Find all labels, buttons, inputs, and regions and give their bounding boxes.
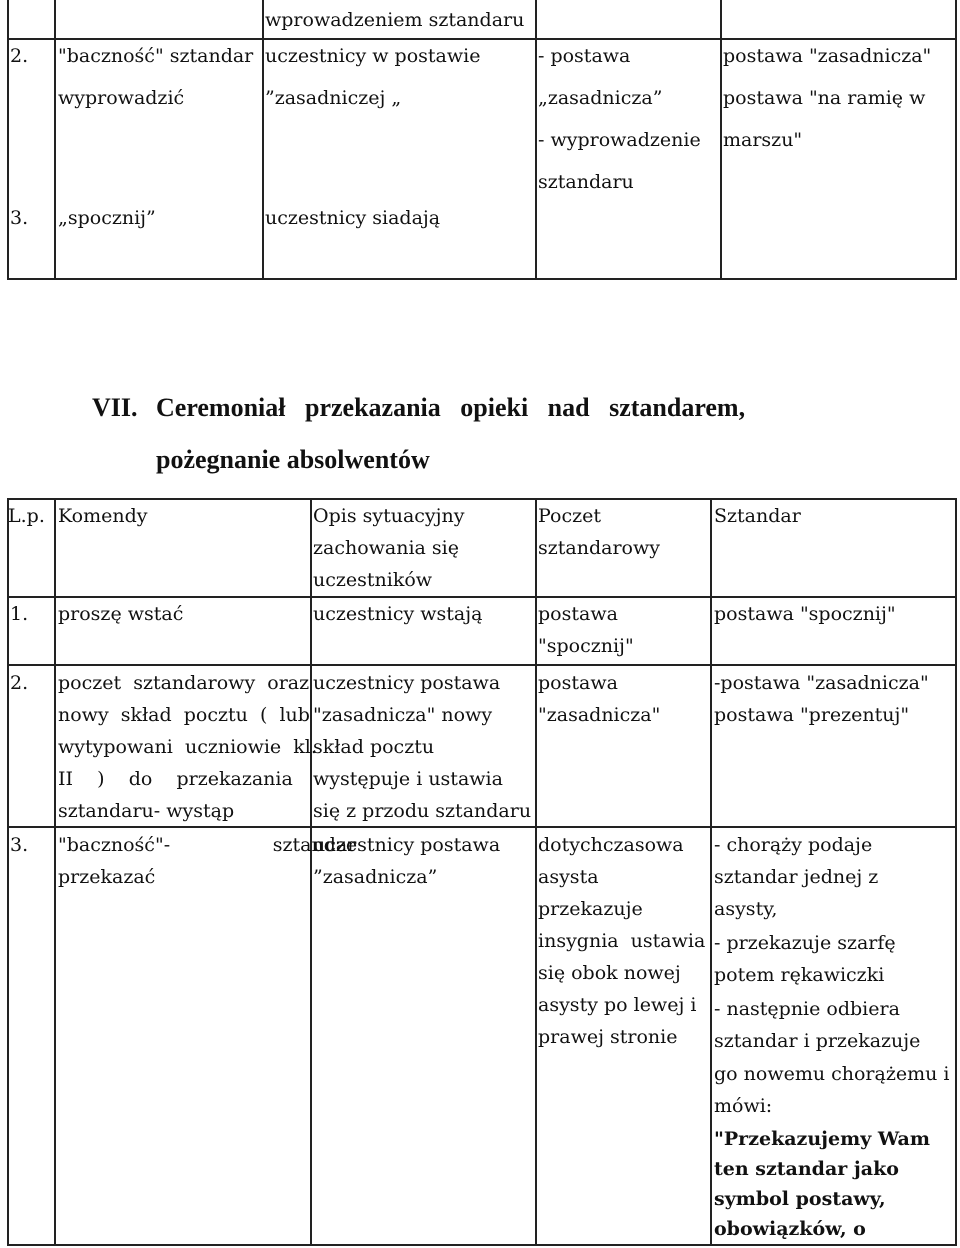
header-poczet: sztandarowy	[538, 537, 660, 559]
poczet-text: "zasadnicza"	[538, 704, 661, 726]
poczet-text: prawej stronie	[538, 1026, 678, 1048]
table-border	[535, 498, 537, 1246]
sztandar-text: postawa "spocznij"	[714, 603, 896, 625]
row-number: 2.	[10, 672, 29, 694]
poczet-text: dotychczasowa	[538, 834, 684, 856]
table-border	[7, 498, 9, 1246]
table-border	[310, 498, 312, 1246]
sztandar-text: postawa "na ramię w	[723, 87, 926, 109]
command-text: wytypowani uczniowie kl.	[58, 736, 317, 758]
poczet-text: sztandaru	[538, 171, 634, 193]
header-situation: zachowania się	[313, 537, 459, 559]
situation-text: uczestnicy postawa	[313, 672, 501, 694]
command-text: proszę wstać	[58, 603, 184, 625]
situation-text: uczestnicy wstają	[313, 603, 483, 625]
table-border	[54, 498, 56, 1246]
quote-text: "Przekazujemy Wam	[714, 1128, 930, 1150]
row-number: 2.	[10, 45, 29, 67]
header-lp: L.p.	[8, 505, 45, 527]
sztandar-text: potem rękawiczki	[714, 964, 885, 986]
row-number: 3.	[10, 834, 29, 856]
command-text: "baczność"- sztandar	[58, 834, 357, 856]
table-border	[535, 0, 537, 280]
command-text: poczet sztandarowy oraz	[58, 672, 310, 694]
header-situation: uczestników	[313, 569, 433, 591]
poczet-text: przekazuje	[538, 898, 643, 920]
sztandar-text: sztandar jednej z	[714, 866, 879, 888]
poczet-text: „zasadnicza”	[538, 87, 663, 109]
poczet-text: się obok nowej	[538, 962, 681, 984]
table-border	[54, 0, 56, 280]
command-text: "baczność" sztandar	[58, 45, 254, 67]
situation-text: występuje i ustawia	[313, 768, 503, 790]
header-poczet: Poczet	[538, 505, 601, 527]
situation-text: się z przodu sztandaru	[313, 800, 532, 822]
table-border	[955, 498, 957, 1246]
sztandar-text: - chorąży podaje	[714, 834, 873, 856]
table-border	[7, 0, 9, 280]
situation-text: uczestnicy w postawie	[265, 45, 481, 67]
section-title: Ceremoniał przekazania opieki nad sztandarem,	[156, 393, 746, 422]
table-border	[710, 498, 712, 1246]
sztandar-text: go nowemu chorążemu i	[714, 1063, 950, 1085]
command-text: „spocznij”	[58, 207, 156, 229]
sztandar-text: -postawa "zasadnicza"	[714, 672, 929, 694]
quote-text: ten sztandar jako	[714, 1158, 899, 1180]
table-border	[7, 498, 957, 500]
row-number: 1.	[10, 603, 29, 625]
poczet-text: postawa	[538, 603, 618, 625]
row-number: 3.	[10, 207, 29, 229]
poczet-text: asysty po lewej i	[538, 994, 697, 1016]
sztandar-text: postawa "prezentuj"	[714, 704, 910, 726]
poczet-text: - wyprowadzenie	[538, 129, 701, 151]
header-situation: Opis sytuacyjny	[313, 505, 465, 527]
sztandar-text: - przekazuje szarfę	[714, 932, 896, 954]
command-text: nowy skład pocztu ( lub	[58, 704, 310, 726]
sztandar-text: sztandar i przekazuje	[714, 1030, 921, 1052]
table-border	[7, 278, 957, 280]
sztandar-text: marszu"	[723, 129, 803, 151]
table-border	[955, 0, 957, 280]
situation-text: ”zasadniczej „	[265, 87, 402, 109]
command-text: sztandaru- wystąp	[58, 800, 235, 822]
situation-text: skład pocztu	[313, 736, 435, 758]
poczet-text: insygnia ustawia	[538, 930, 706, 952]
section-subtitle: pożegnanie absolwentów	[156, 445, 430, 474]
sztandar-text: - następnie odbiera	[714, 998, 900, 1020]
situation-text: "zasadnicza" nowy	[313, 704, 493, 726]
table-border	[720, 0, 722, 280]
sztandar-text: mówi:	[714, 1095, 773, 1117]
cell-text: wprowadzeniem sztandaru	[265, 9, 525, 31]
command-text: wyprowadzić	[58, 87, 185, 109]
table-border	[7, 664, 957, 666]
command-text: przekazać	[58, 866, 156, 888]
poczet-text: - postawa	[538, 45, 631, 67]
situation-text: uczestnicy siadają	[265, 207, 441, 229]
header-sztandar: Sztandar	[714, 505, 801, 527]
quote-text: obowiązków, o	[714, 1218, 866, 1240]
quote-text: symbol postawy,	[714, 1188, 886, 1210]
header-commands: Komendy	[58, 505, 148, 527]
section-number: VII.	[92, 393, 138, 422]
situation-text: ”zasadnicza”	[313, 866, 438, 888]
situation-text: uczestnicy postawa	[313, 834, 501, 856]
sztandar-text: postawa "zasadnicza"	[723, 45, 932, 67]
poczet-text: "spocznij"	[538, 635, 634, 657]
sztandar-text: asysty,	[714, 898, 778, 920]
table-border	[262, 0, 264, 280]
command-text: II ) do przekazania	[58, 768, 293, 790]
poczet-text: asysta	[538, 866, 599, 888]
poczet-text: postawa	[538, 672, 618, 694]
